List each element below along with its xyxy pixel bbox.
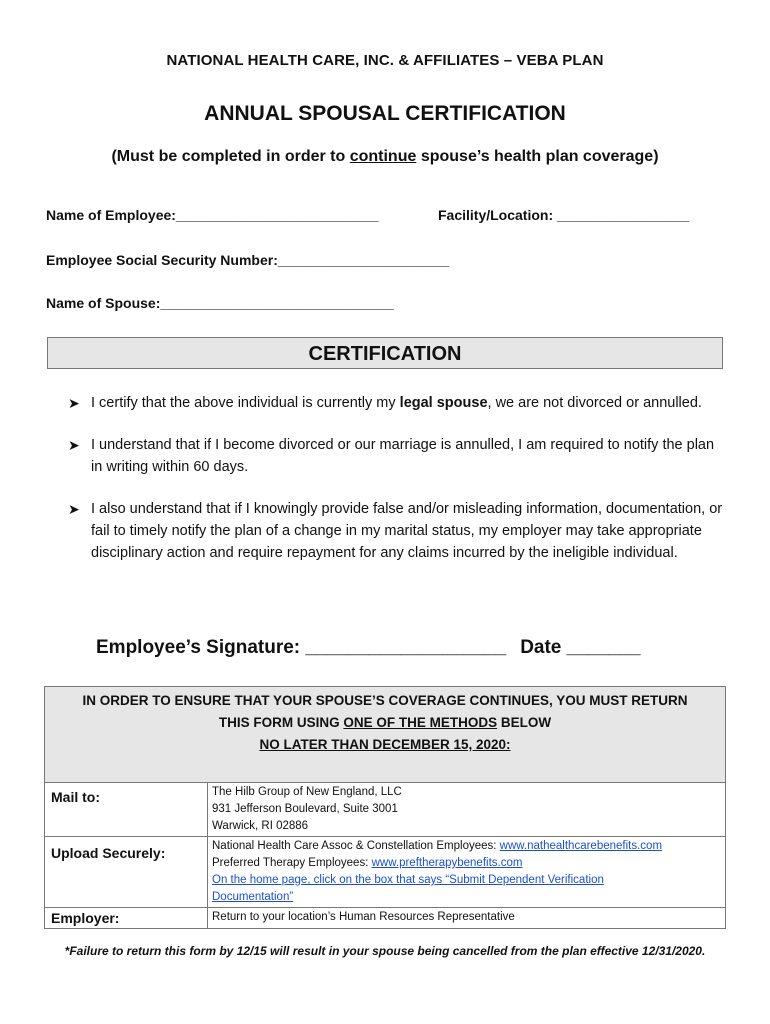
mail-address [208, 783, 726, 837]
table-row [45, 783, 726, 837]
upload-details [208, 837, 726, 908]
ssn-field[interactable]: Employee Social Security Number:______________________ [46, 252, 450, 268]
arrow-bullet-icon: ➤ [68, 501, 80, 517]
nathealthcare-link[interactable]: www.nathealthcarebenefits.com [499, 840, 663, 852]
heading-line1: IN ORDER TO ENSURE THAT YOUR SPOUSE’S COVERAGE CONTINUES, YOU MUST RETURN [82, 693, 688, 708]
facility-field[interactable]: Facility/Location: _________________ [438, 207, 690, 223]
table-row [45, 837, 726, 908]
return-methods-heading [45, 687, 726, 783]
organization-title: NATIONAL HEALTH CARE, INC. & AFFILIATES – VEBA PLAN [166, 52, 604, 69]
deadline-text: NO LATER THAN DECEMBER 15, 2020: [259, 737, 511, 752]
arrow-bullet-icon: ➤ [68, 437, 80, 453]
certification-bullet [68, 392, 728, 414]
upload-label: Upload Securely: [45, 837, 208, 908]
form-title: ANNUAL SPOUSAL CERTIFICATION [204, 102, 566, 125]
bullet1-after: , we are not divorced or annulled. [487, 395, 702, 411]
bullet1-bold: legal spouse [399, 395, 488, 411]
subtitle-emphasis: continue [349, 148, 417, 165]
preftherapy-link[interactable]: www.preftherapybenefits.com [371, 857, 523, 869]
upload-line1 [212, 838, 721, 855]
mail-line1: The Hilb Group of New England, LLC [212, 786, 402, 798]
date-field[interactable]: Date _______ [520, 637, 641, 658]
certification-bullet [68, 498, 728, 564]
spouse-name-field[interactable]: Name of Spouse:______________________________ [46, 295, 394, 311]
employee-name-field[interactable]: Name of Employee:__________________________ [46, 207, 379, 223]
employer-text: Return to your location’s Human Resources Representative [208, 908, 726, 929]
certification-bullet [68, 434, 728, 478]
certification-statements [68, 392, 728, 584]
subtitle-after: spouse’s health plan coverage) [416, 148, 659, 165]
heading-line2 [51, 712, 719, 734]
employer-label: Employer: [45, 908, 208, 929]
form-subtitle [0, 148, 770, 166]
heading-line3 [51, 734, 719, 756]
signature-field[interactable]: Employee’s Signature: ___________________ [96, 637, 507, 658]
submit-verification-link[interactable]: On the home page, click on the box that says “Submit Dependent Verification Documentation” [212, 874, 604, 903]
arrow-bullet-icon: ➤ [68, 395, 80, 411]
certification-heading: CERTIFICATION [47, 337, 723, 369]
upload-line2 [212, 855, 721, 872]
heading-line2-before: THIS FORM USING [218, 715, 344, 730]
upload-line3 [212, 872, 662, 906]
heading-line2-emphasis: ONE OF THE METHODS [343, 715, 498, 730]
heading-line2-after: BELOW [497, 715, 552, 730]
signature-line [96, 637, 641, 659]
mail-label: Mail to: [45, 783, 208, 837]
bullet2-text: I understand that if I become divorced or our marriage is annulled, I am required to notify the plan in writing within 60 days. [91, 437, 715, 475]
bullet1-before: I certify that the above individual is currently my [91, 395, 400, 411]
footnote: *Failure to return this form by 12/15 will result in your spouse being cancelled from the plan effective 12/31/2020. [64, 944, 706, 958]
mail-line2: 931 Jefferson Boulevard, Suite 3001 [212, 803, 398, 815]
table-row [45, 908, 726, 929]
return-methods-table [44, 686, 726, 929]
upload-line2-text: Preferred Therapy Employees: [212, 857, 372, 869]
subtitle-before: (Must be completed in order to [111, 148, 350, 165]
bullet3-text: I also understand that if I knowingly provide false and/or misleading information, documentation, or fail to timely notify the plan of a change in my marital status, my employer may take appropriate disciplinary action and require repayment for any claims incurred by the ineligible individual. [91, 501, 723, 561]
upload-line1-text: National Health Care Assoc & Constellation Employees: [212, 840, 500, 852]
mail-line3: Warwick, RI 02886 [212, 820, 309, 832]
